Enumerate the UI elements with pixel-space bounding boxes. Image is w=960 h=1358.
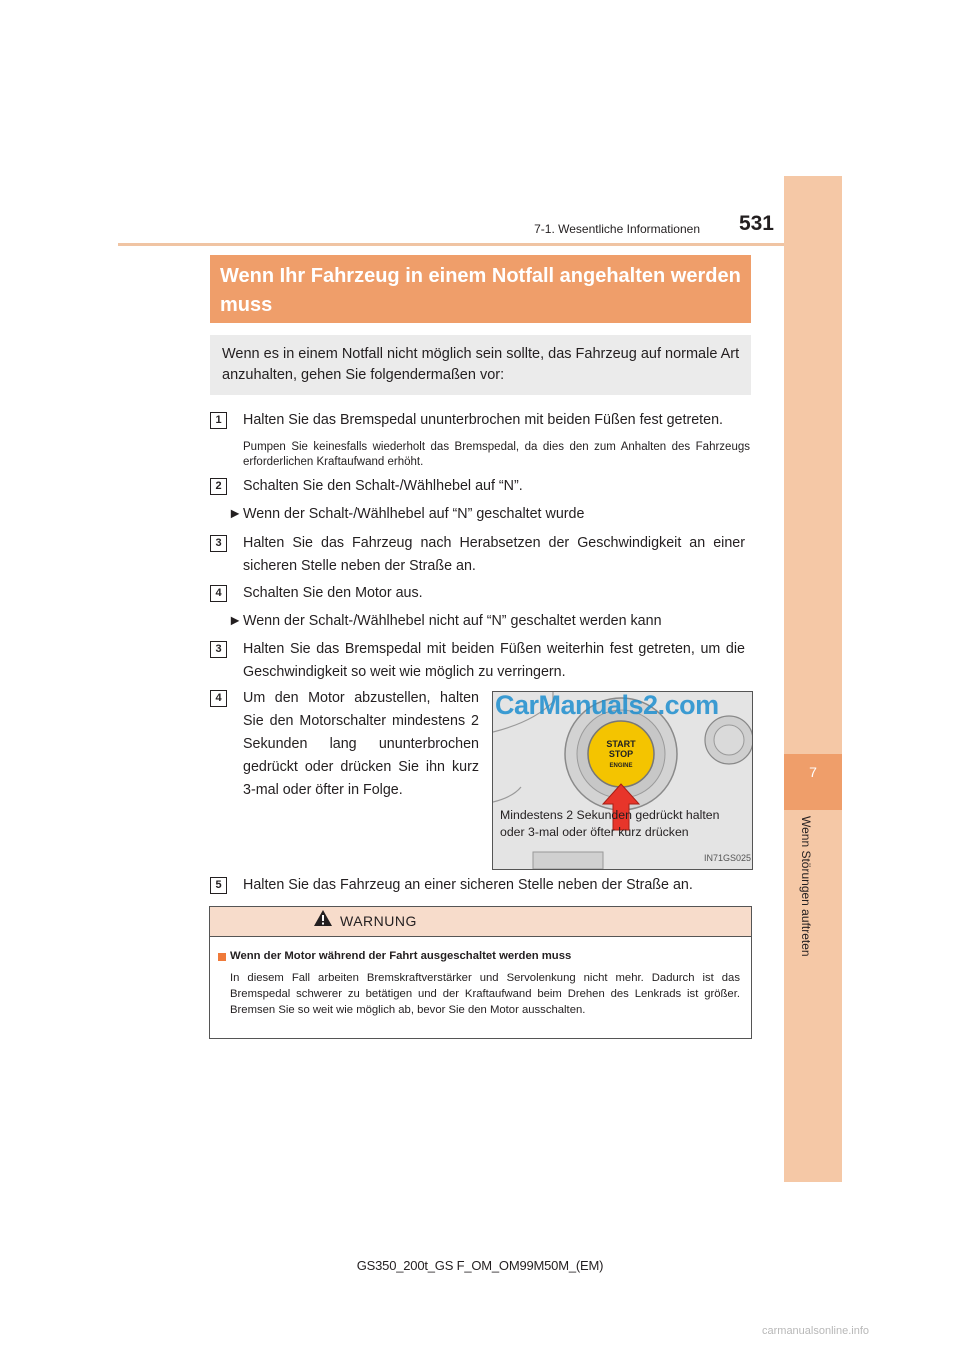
figure-caption: Mindestens 2 Sekunden gedrückt halten oder 3-mal oder öfter kurz drücken (500, 808, 720, 839)
figure-code: IN71GS025 (704, 853, 752, 863)
page-number: 531 (738, 212, 774, 235)
step-text: Schalten Sie den Motor aus. (243, 585, 423, 601)
step-text: Schalten Sie den Schalt-/Wählhebel auf “N”. (243, 478, 523, 494)
step-text: Halten Sie das Fahrzeug nach Herabsetzen der Geschwindigkeit an einer sicheren Stelle neben der Straße an. (243, 535, 745, 574)
triangle-bullet-icon: ► (228, 506, 243, 522)
warning-body: In diesem Fall arbeiten Bremskraftverstärker und Servolenkung nicht mehr. Dadurch ist das Bremspedal schwerer zu betätigen und der Kraftaufwand beim Drehen des Lenkrads ist größer. Bremsen Sie so weit wie möglich ab, bevor Sie den Motor ausschalten. (230, 972, 740, 1016)
condition-heading: Wenn der Schalt-/Wählhebel nicht auf “N” geschaltet werden kann (243, 613, 662, 629)
step-number: 1 (210, 412, 227, 429)
document-code: GS350_200t_GS F_OM_OM99M50M_(EM) (356, 1258, 604, 1273)
header-rule (118, 243, 842, 246)
step-number: 4 (210, 690, 227, 707)
chapter-number: 7 (809, 764, 817, 780)
condition-heading: Wenn der Schalt-/Wählhebel auf “N” geschaltet wurde (243, 506, 585, 522)
watermark-text: CarManuals2.com (495, 690, 719, 720)
step-text: Halten Sie das Bremspedal mit beiden Füßen weiterhin fest getreten, um die Geschwindigkeit so weit wie möglich zu verringern. (243, 641, 745, 680)
footer-watermark: carmanualsonline.info (762, 1325, 870, 1337)
chapter-title: Wenn Störungen auftreten (799, 816, 813, 957)
warning-subtitle: Wenn der Motor während der Fahrt ausgeschaltet werden muss (230, 950, 572, 962)
step-number: 4 (210, 585, 227, 602)
step-number: 3 (210, 535, 227, 552)
step-note: Pumpen Sie keinesfalls wiederholt das Bremspedal, da dies den zum Anhalten des Fahrzeugs erforderlichen Kraftaufwand erhöht. (243, 441, 750, 468)
triangle-bullet-icon: ► (228, 613, 243, 629)
chapter-number-box (784, 754, 842, 810)
step-number: 5 (210, 877, 227, 894)
button-label-start: START (606, 739, 636, 749)
section-heading: 7-1. Wesentliche Informationen (534, 222, 700, 236)
step-text: Halten Sie das Bremspedal ununterbrochen mit beiden Füßen fest getreten. (243, 412, 724, 428)
step-text: Um den Motor abzustellen, halten Sie den Motorschalter mindestens 2 Sekunden lang ununterbrochen gedrückt oder drücken Sie ihn kurz 3-mal oder öfter in Folge. (243, 690, 479, 798)
warning-triangle-icon (313, 909, 333, 932)
button-label-engine: ENGINE (609, 763, 633, 769)
intro-text: Wenn es in einem Notfall nicht möglich sein sollte, das Fahrzeug auf normale Art anzuhalten, gehen Sie folgendermaßen vor: (222, 346, 740, 383)
page-title: Wenn Ihr Fahrzeug in einem Notfall angehalten werden muss (220, 265, 741, 316)
step-number: 3 (210, 641, 227, 658)
chapter-side-tab (784, 176, 842, 1182)
step-text: Halten Sie das Fahrzeug an einer sicheren Stelle neben der Straße an. (243, 877, 693, 893)
square-bullet-icon (218, 953, 226, 961)
button-label-stop: STOP (608, 749, 634, 759)
warning-header (210, 907, 751, 937)
step-number: 2 (210, 478, 227, 495)
warning-label: WARNUNG (340, 913, 417, 929)
